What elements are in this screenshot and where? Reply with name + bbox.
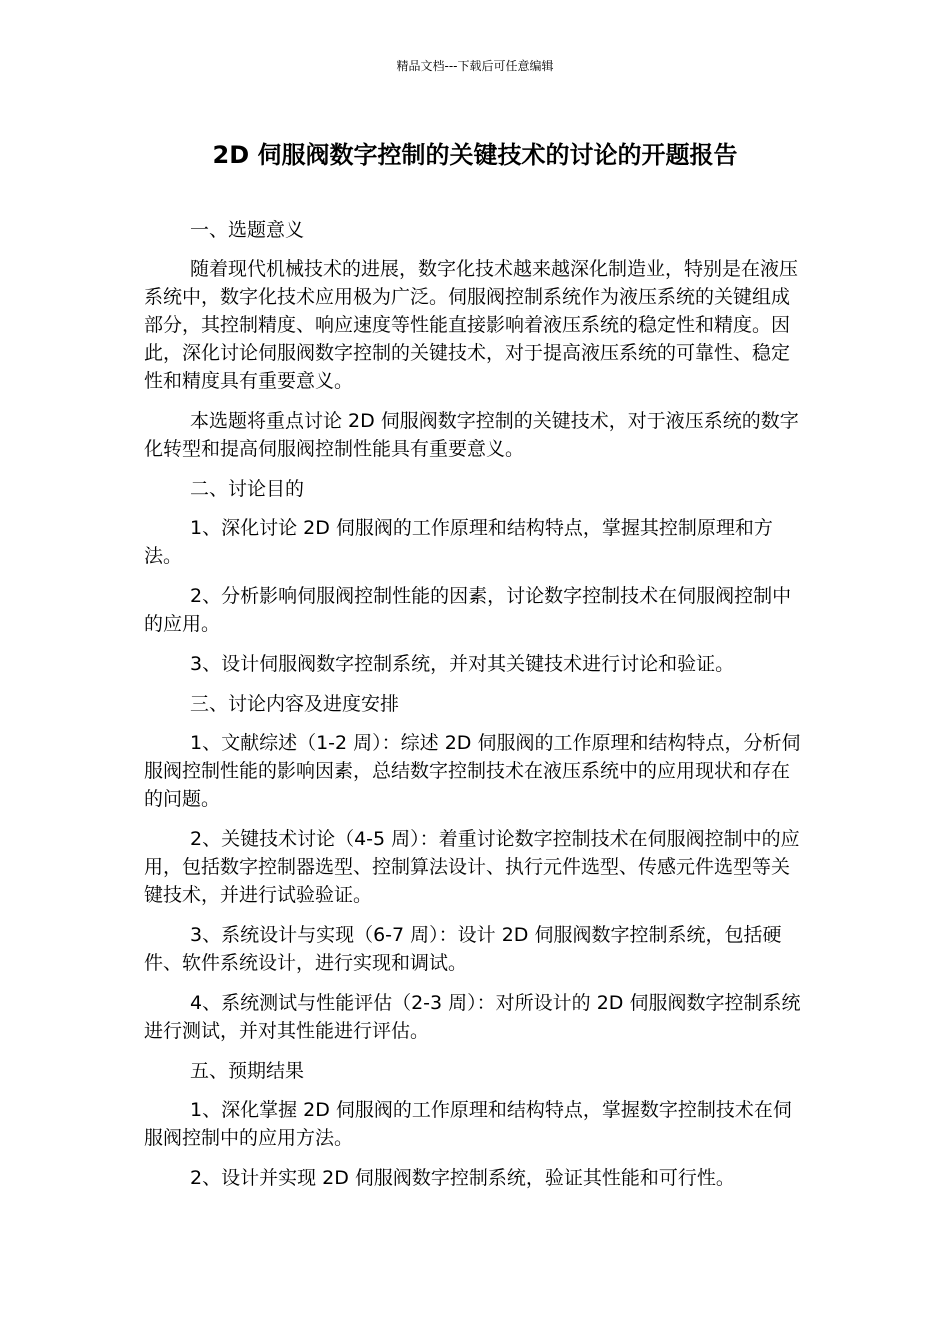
content-item-1: 1、文献综述（1-2 周）：综述 2D 伺服阀的工作原理和结构特点，分析伺服阀控制性能的影响因素，总结数字控制技术在液压系统中的应用现状和存在的问题。 (144, 732, 801, 810)
purpose-item-1: 1、深化讨论 2D 伺服阀的工作原理和结构特点，掌握其控制原理和方法。 (144, 517, 773, 567)
document-title: 2D 伺服阀数字控制的关键技术的讨论的开题报告 (212, 141, 738, 169)
section-heading-content-schedule: 三、讨论内容及进度安排 (190, 693, 400, 715)
document-body (144, 216, 806, 1204)
content-item-3: 3、系统设计与实现（6-7 周）：设计 2D 伺服阀数字控制系统，包括硬件、软件系统设计，进行实现和调试。 (144, 924, 782, 974)
section-heading-expected-results: 五、预期结果 (190, 1060, 305, 1082)
paragraph-significance-1: 随着现代机械技术的进展，数字化技术越来越深化制造业，特别是在液压系统中，数字化技术应用极为广泛。伺服阀控制系统作为液压系统的关键组成部分，其控制精度、响应速度等性能直接影响着液压系统的稳定性和精度。因此，深化讨论伺服阀数字控制的关键技术，对于提高液压系统的可靠性、稳定性和精度具有重要意义。 (144, 258, 799, 392)
section-heading-purpose: 二、讨论目的 (190, 478, 305, 500)
purpose-item-2: 2、分析影响伺服阀控制性能的因素，讨论数字控制技术在伺服阀控制中的应用。 (144, 585, 792, 635)
result-item-2: 2、设计并实现 2D 伺服阀数字控制系统，验证其性能和可行性。 (190, 1167, 735, 1189)
section-heading-significance: 一、选题意义 (190, 219, 305, 241)
purpose-item-3: 3、设计伺服阀数字控制系统，并对其关键技术进行讨论和验证。 (190, 653, 735, 675)
header-note: 精品文档---下载后可任意编辑 (396, 59, 554, 73)
paragraph-significance-2: 本选题将重点讨论 2D 伺服阀数字控制的关键技术，对于液压系统的数字化转型和提高伺服阀控制性能具有重要意义。 (144, 410, 799, 460)
content-item-2: 2、关键技术讨论（4-5 周）：着重讨论数字控制技术在伺服阀控制中的应用，包括数字控制器选型、控制算法设计、执行元件选型、传感元件选型等关键技术，并进行试验验证。 (144, 828, 800, 906)
content-item-4: 4、系统测试与性能评估（2-3 周）：对所设计的 2D 伺服阀数字控制系统进行测试，并对其性能进行评估。 (144, 992, 801, 1042)
result-item-1: 1、深化掌握 2D 伺服阀的工作原理和结构特点，掌握数字控制技术在伺服阀控制中的应用方法。 (144, 1099, 792, 1149)
